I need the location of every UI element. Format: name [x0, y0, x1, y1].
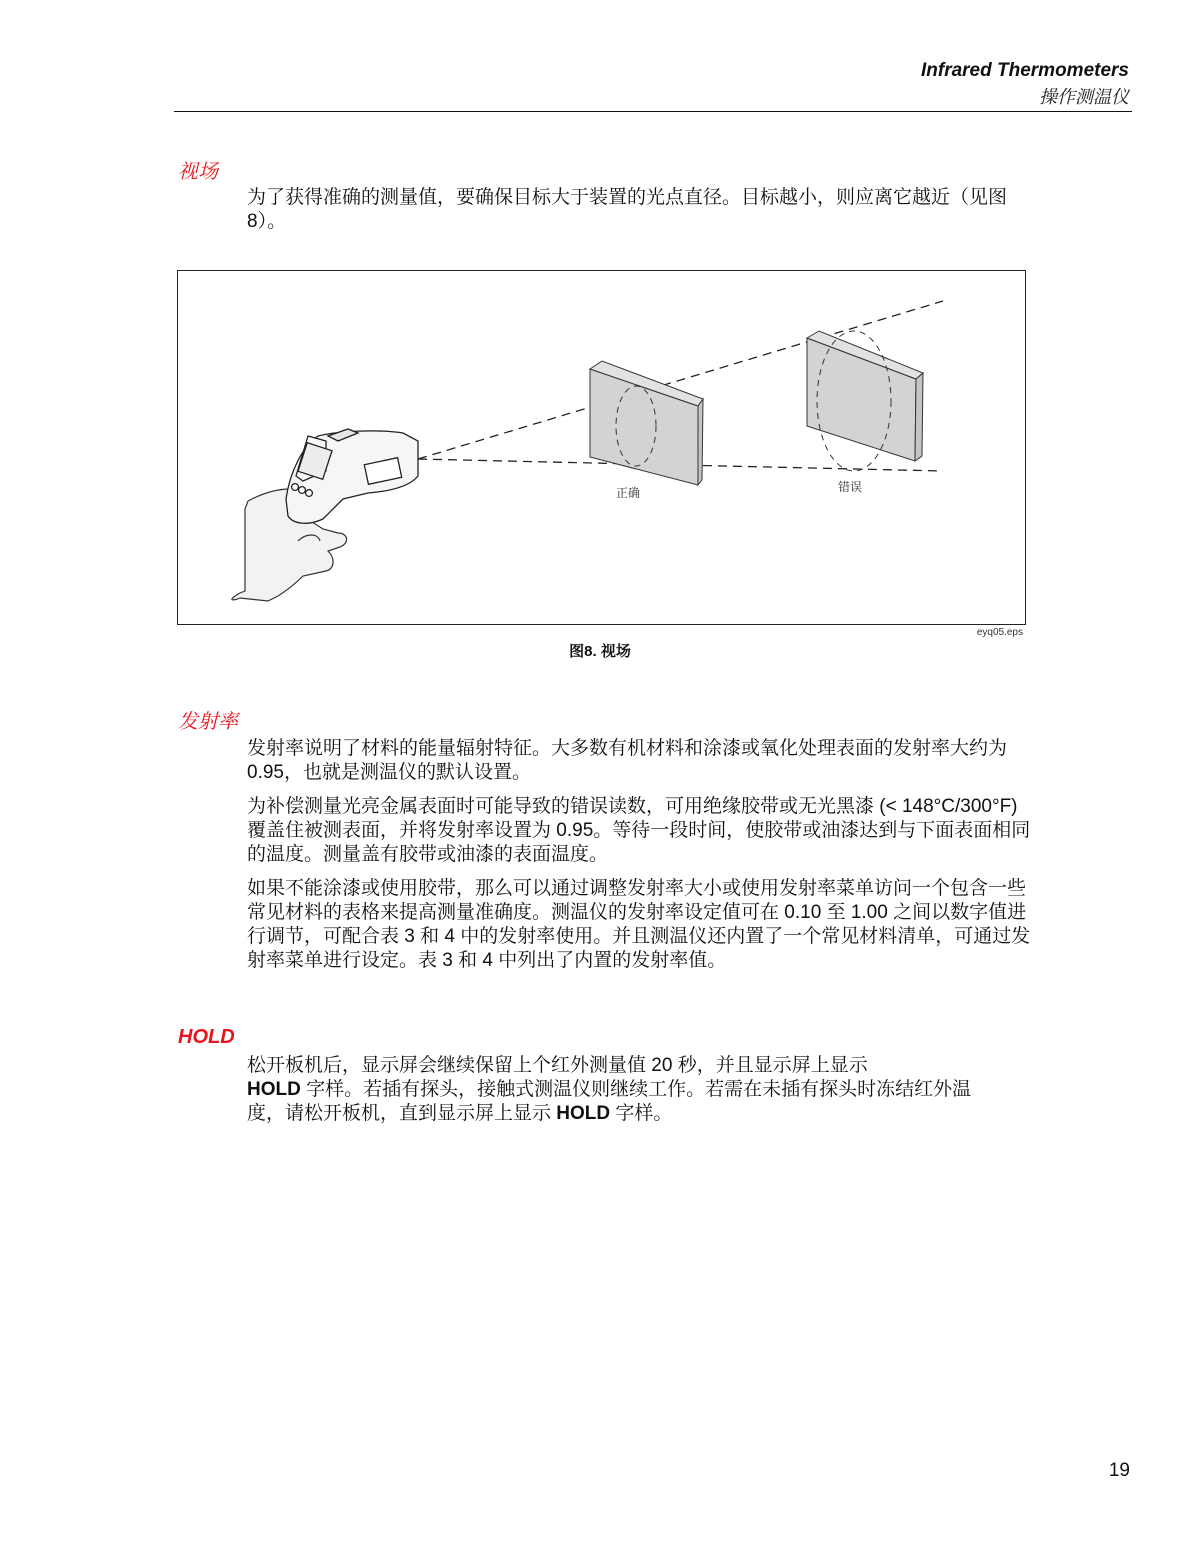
- paragraph: 为补偿测量光亮金属表面时可能导致的错误读数，可用绝缘胶带或无光黑漆 (< 148°C/300°F) 覆盖住被测表面，并将发射率设置为 0.95。等待一段时间，使胶带或油漆达到与下面表面相同的温度。测量盖有胶带或油漆的表面温度。: [247, 796, 1031, 865]
- paragraph-text: 松开板机后，显示屏会继续保留上个红外测量值 20 秒，并且显示屏上显示: [247, 1055, 868, 1076]
- header-rule: [174, 111, 1132, 112]
- figure-8-illustration: [177, 270, 1026, 625]
- target-correct: [590, 361, 703, 485]
- paragraph: [247, 1054, 987, 1126]
- label-correct: 正确: [616, 486, 641, 500]
- page-number: 19: [1108, 1460, 1130, 1481]
- label-wrong: 错误: [838, 480, 863, 494]
- header-subtitle: 操作测温仪: [1039, 87, 1129, 108]
- infrared-thermometer-icon: [286, 429, 418, 523]
- section-heading-field-of-view: 视场: [178, 161, 218, 183]
- section-heading-hold: HOLD: [178, 1026, 235, 1048]
- paragraph: 如果不能涂漆或使用胶带，那么可以通过调整发射率大小或使用发射率菜单访问一个包含一些常见材料的表格来提高测量准确度。测温仪的发射率设定值可在 0.10 至 1.00 之间以数字值进行调节，可配合表 3 和 4 中的发射率使用。并且测温仪还内置了一个常见材料清单，可通过发射率菜单进行设定。表 3 和 4 中列出了内置的发射率值。: [247, 878, 1031, 971]
- hold-keyword: HOLD: [556, 1103, 611, 1124]
- hold-keyword: HOLD: [247, 1079, 301, 1100]
- figure-file-name: eyq05.eps: [976, 627, 1023, 638]
- target-wrong: [807, 331, 923, 471]
- paragraph: 发射率说明了材料的能量辐射特征。大多数有机材料和涂漆或氧化处理表面的发射率大约为 0.95，也就是测温仪的默认设置。: [247, 738, 1008, 783]
- paragraph-text: 字样。: [610, 1103, 673, 1124]
- header-title: Infrared Thermometers: [920, 60, 1129, 81]
- section-heading-emissivity: 发射率: [178, 711, 238, 733]
- paragraph: 为了获得准确的测量值，要确保目标大于装置的光点直径。目标越小，则应离它越近（见图 8）。: [247, 187, 1008, 232]
- figure-caption: 图8. 视场: [569, 643, 631, 660]
- paragraph-text: 字样。若插有探头，接触式测温仪则继续工作。若需在未插有探头时冻结红外温度，请松开板机，直到显示屏上显示: [247, 1079, 972, 1124]
